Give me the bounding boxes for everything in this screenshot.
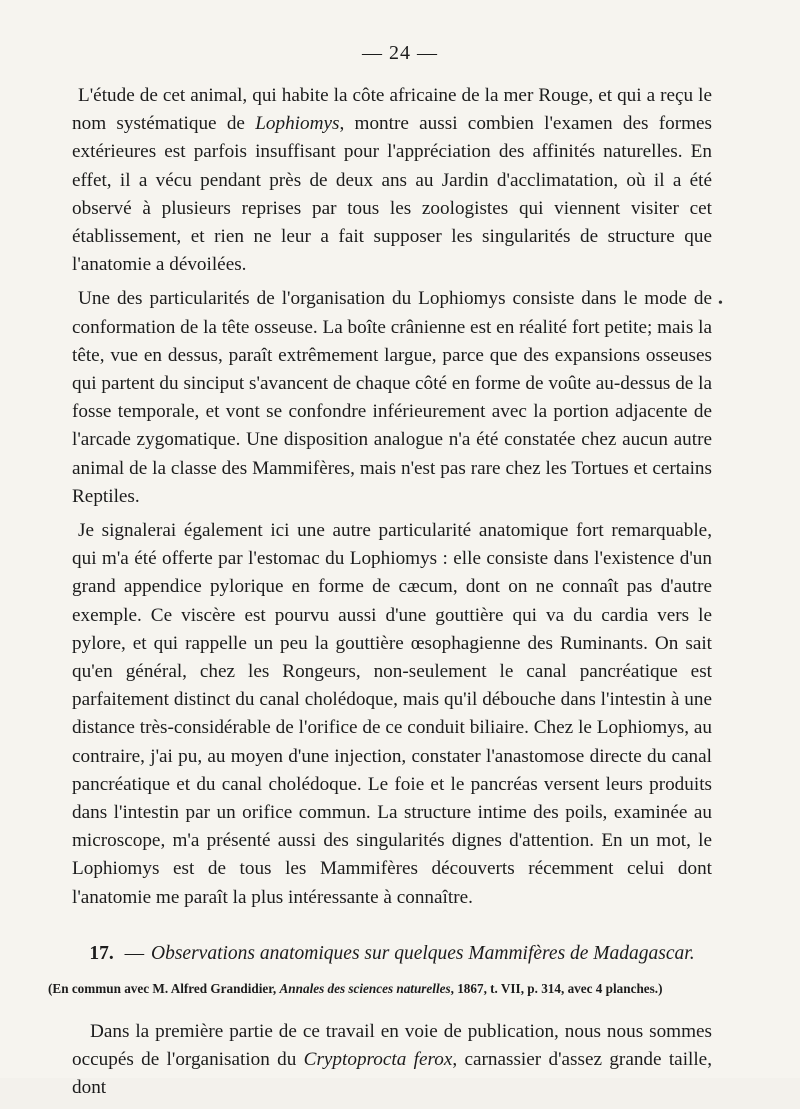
page-number: — 24 — xyxy=(362,42,438,64)
page-body xyxy=(48,82,712,1109)
section-number: 17. xyxy=(89,942,114,964)
journal-name: Annales des sciences naturelles xyxy=(279,980,451,996)
section-title: Observations anatomiques sur quelques Mammifères de Madagascar. xyxy=(151,942,695,964)
paragraph-3: Je signalerai également ici une autre particularité anatomique fort remarquable, qui m'a été offerte par l'estomac du Lophiomys : elle consiste dans l'existence d'un grand appendice pylorique en forme de cæcum, dont on ne connaît pas d'autre exemple. Ce viscère est pourvu aussi d'une gouttière qui va du cardia vers le pylore, et qui rappelle un peu la gouttière œsophagienne des Ruminants. On sait qu'en général, chez les Rongeurs, non-seulement le canal pancréatique est parfaitement distinct du canal cholédoque, mais qu'il débouche dans l'intestin à une distance très-considérable de l'orifice de ce conduit biliaire. Chez le Lophiomys, au contraire, j'ai pu, au moyen d'une injection, constater l'anastomose directe du canal pancréatique et du canal cholédoque. Le foie et le pancréas versent leurs produits dans l'intestin par un orifice commun. La structure intime des poils, examinée au microscope, m'a présenté aussi des singularités dignes d'attention. En un mot, le Lophiomys est de tous les Mammifères découverts récemment celui dont l'anatomie me paraît la plus intéressante à connaître. xyxy=(72,520,712,908)
p1-before: L'étude de cet animal, qui habite la côte africaine de la mer Rouge, et qui a reçu le nom systématique de xyxy=(72,85,712,135)
reference-line xyxy=(48,978,736,1000)
continuing-text xyxy=(72,1018,712,1103)
p4-before: Dans la première partie de ce travail en voie de publication, nous nous sommes occupés de l'organisation du xyxy=(72,1020,712,1071)
p1-after: , montre aussi combien l'examen des formes extérieures est parfois insuffisant pour l'appréciation des affinités naturelles. En effet, il a vécu pendant près de deux ans au Jardin d'acclimatation, où il a été observé à plusieurs reprises par tous les zoologistes qui viennent visiter cet établissement, et rien ne leur a fait supposer les singularités de structure que l'anatomie a dévoilées. xyxy=(72,113,712,276)
section-heading xyxy=(72,940,712,968)
p4-after: , carnassier d'assez grande taille, dont xyxy=(72,1049,712,1099)
paragraph-1 xyxy=(72,82,712,279)
species-name-cryptoprocta: Cryptoprocta ferox xyxy=(303,1049,453,1071)
paragraph-4 xyxy=(72,1018,712,1103)
reference-after: , 1867, t. VII, p. 314, avec 4 planches.) xyxy=(450,980,663,996)
genus-name-lophiomys: Lophiomys xyxy=(255,113,340,135)
reference-before: (En commun avec M. Alfred Grandidier, xyxy=(48,980,280,996)
margin-mark: • xyxy=(718,296,723,311)
section-dash: — xyxy=(124,942,145,964)
paragraph-2: Une des particularités de l'organisation du Lophiomys consiste dans le mode de conformation de la tête osseuse. La boîte crânienne est en réalité fort petite; mais la tête, vue en dessus, paraît extrêmement largue, parce que des expansions osseuses qui partent du sinciput s'avancent de chaque côté en forme de voûte au-dessus de la fosse temporale, et vont se confondre inférieurement avec la portion adjacente de l'arcade zygomatique. Une disposition analogue n'a été constatée chez aucun autre animal de la classe des Mammifères, mais n'est pas rare chez les Tortues et certains Reptiles. xyxy=(72,288,712,507)
